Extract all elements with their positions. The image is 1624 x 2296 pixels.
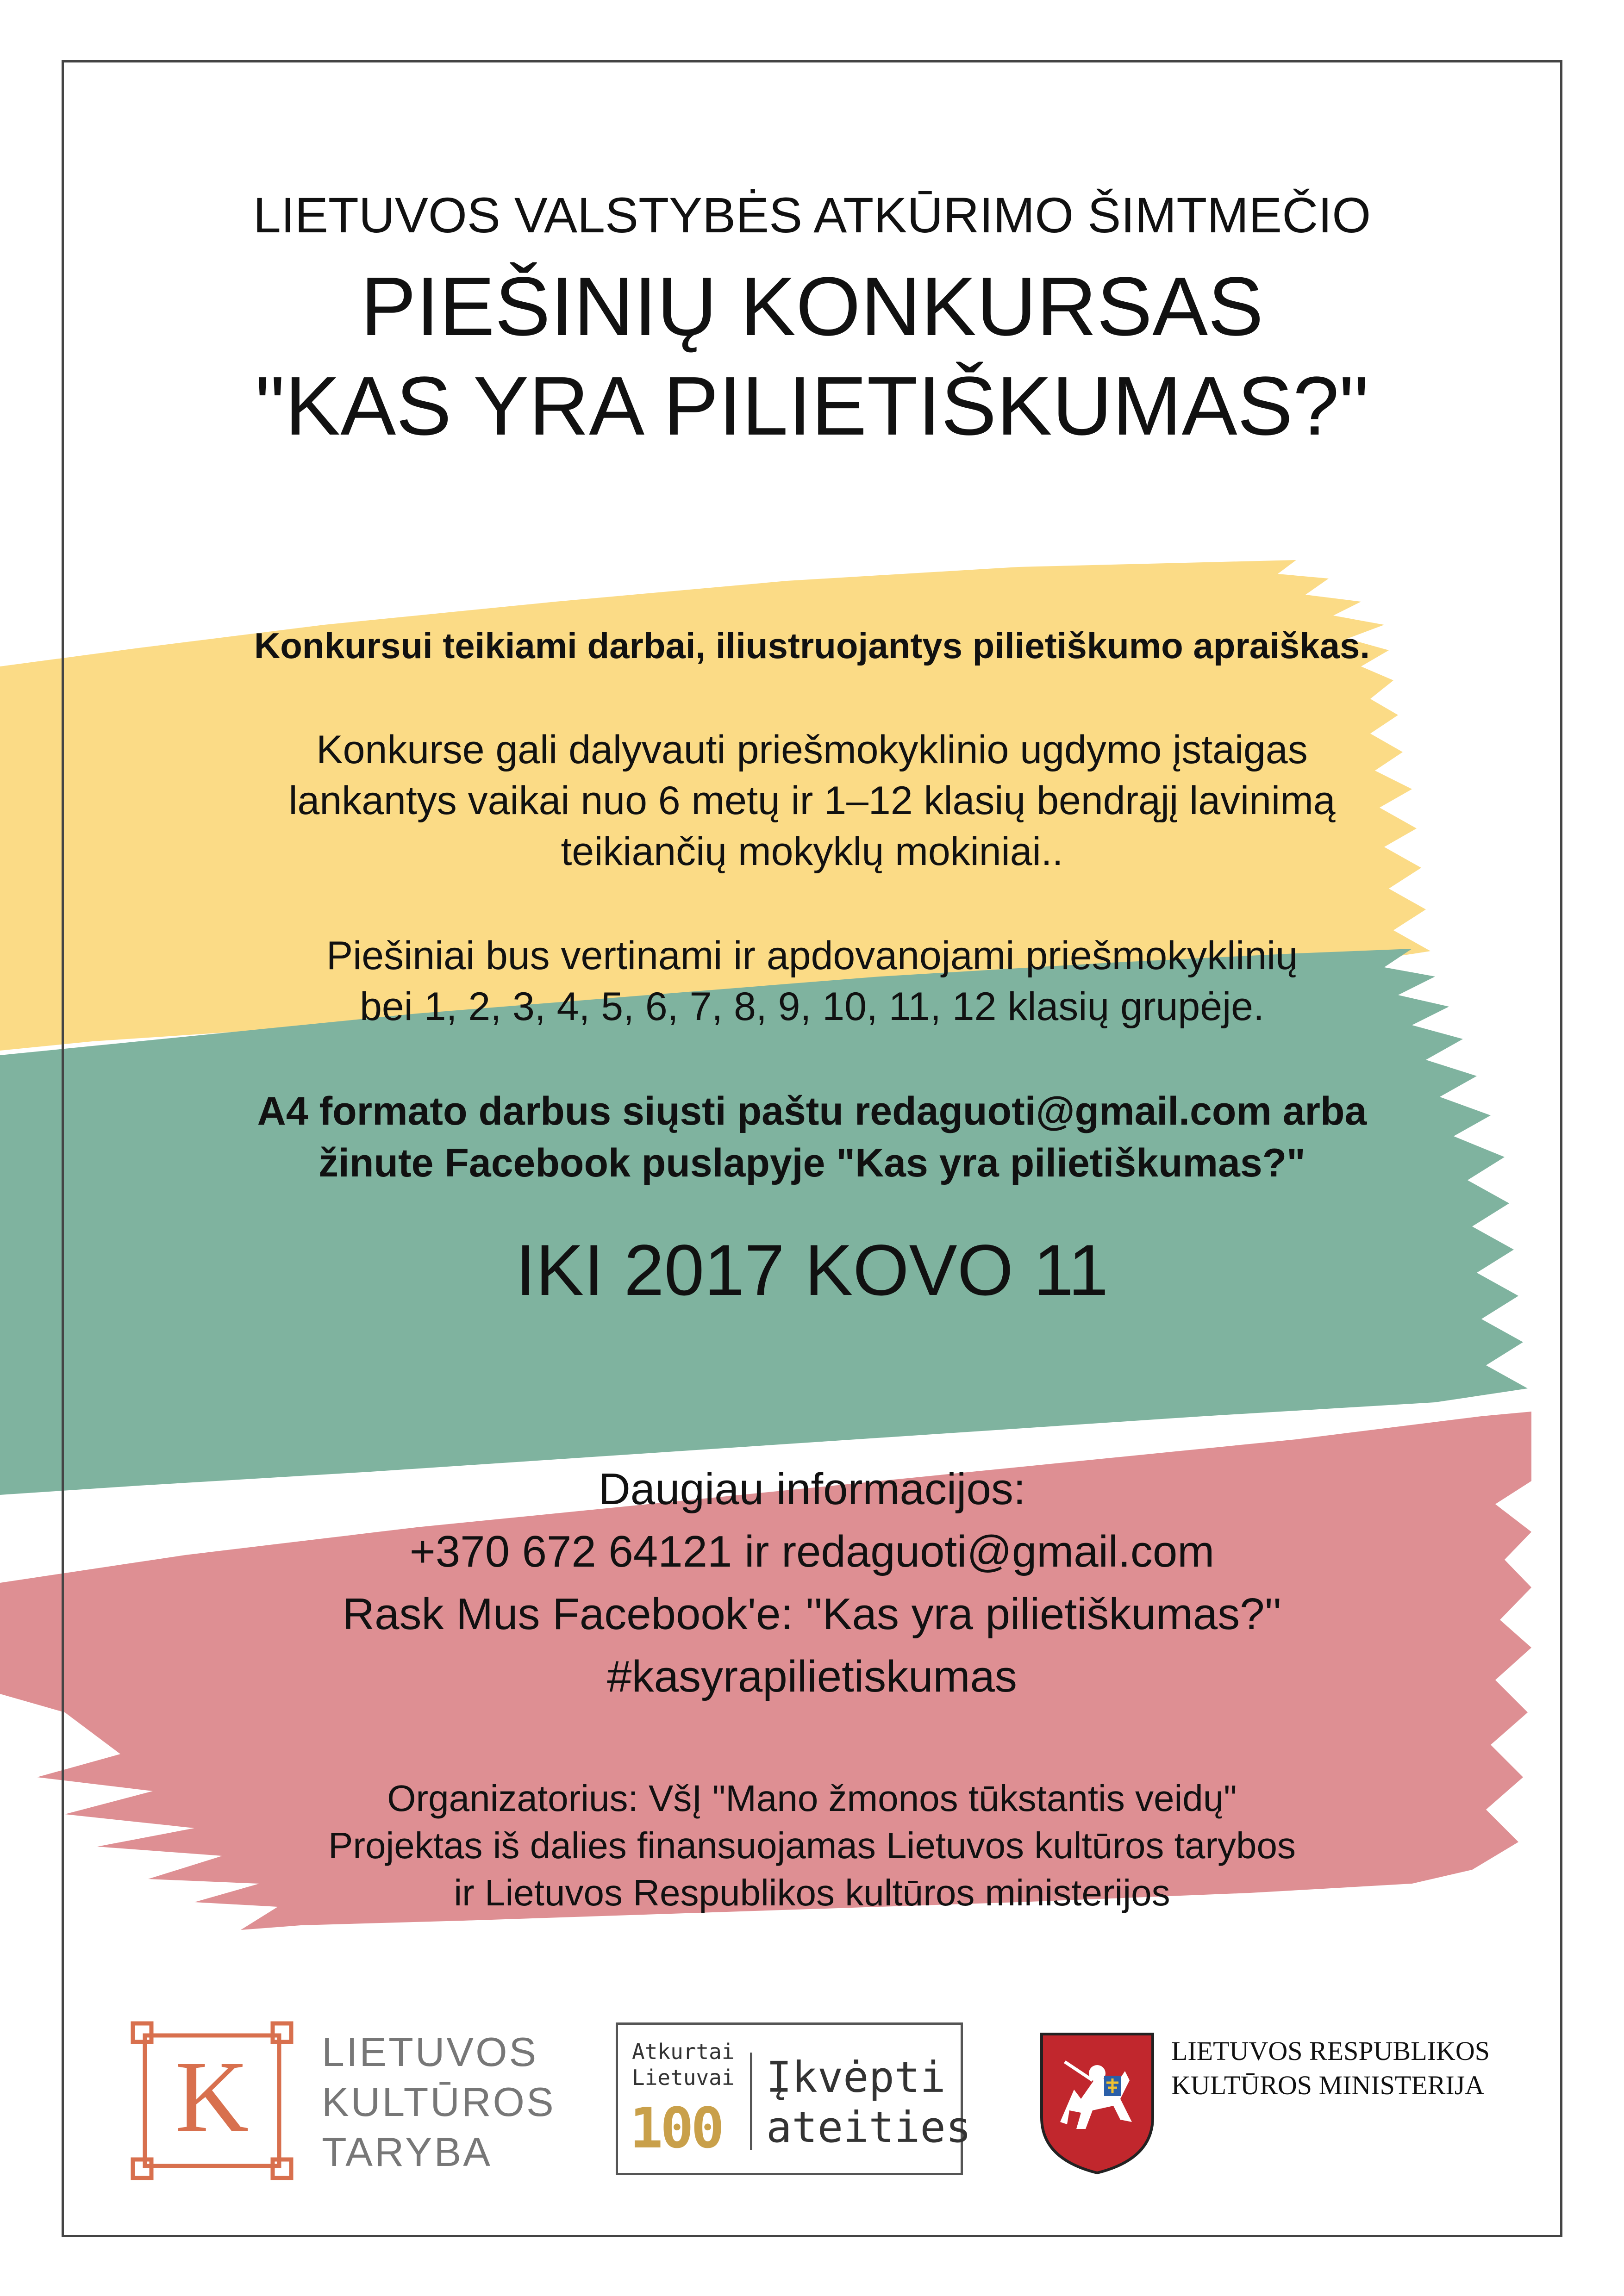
centenary-number: 100 [630, 2097, 722, 2161]
deadline-text: IKI 2017 KOVO 11 [515, 1230, 1109, 1311]
ministry-name: LIETUVOS RESPUBLIKOS KULTŪROS MINISTERIJA [1171, 2036, 1490, 2100]
poster-title: PIEŠINIŲ KONKURSAS "KAS YRA PILIETIŠKUMAS?" [255, 260, 1369, 453]
intro-text: Konkursui teikiami darbai, iliustruojantys pilietiškumo apraiškas. [254, 625, 1370, 666]
organizer-text: Organizatorius: VšĮ "Mano žmonos tūkstantis veidų" Projektas iš dalies finansuojamas Lietuvos kultūros tarybos ir Lietuvos Respublikos kultūros ministerijos [328, 1778, 1296, 1913]
centenary-slogan: Įkvėpti ateities [766, 2053, 972, 2152]
k-letter: K [175, 2040, 249, 2153]
contact-info: Daugiau informacijos: +370 672 64121 ir redaguoti@gmail.com Rask Mus Facebook'e: ''Kas yra pilietiškumas?'' #kasyrapilietiskumas [342, 1464, 1282, 1701]
culture-council-logo [127, 2018, 556, 2184]
centenary-logo [616, 2022, 972, 2175]
participants-text: Konkurse gali dalyvauti priešmokyklinio ugdymo įstaigas lankantys vaikai nuo 6 metų ir 1–12 klasių bendrąjį lavinimą teikiančių mokyklų mokiniai.. [288, 728, 1336, 874]
submission-text: A4 formato darbus siųsti paštu redaguoti@gmail.com arba žinute Facebook puslapyje "Kas yra pilietiškumas?" [257, 1089, 1367, 1185]
ministry-logo [1037, 2029, 1546, 2178]
poster-subtitle: LIETUVOS VALSTYBĖS ATKŪRIMO ŠIMTMEČIO [253, 187, 1371, 243]
coat-of-arms-icon [1037, 2029, 1157, 2178]
evaluation-text: Piešiniai bus vertinami ir apdovanojami priešmokyklinių bei 1, 2, 3, 4, 5, 6, 7, 8, 9, 10, 11, 12 klasių grupėje. [326, 933, 1298, 1029]
centenary-small-text: Atkurtai Lietuvai [632, 2039, 735, 2090]
council-name: LIETUVOS KULTŪROS TARYBA [322, 2029, 556, 2175]
centenary-divider [750, 2053, 752, 2150]
